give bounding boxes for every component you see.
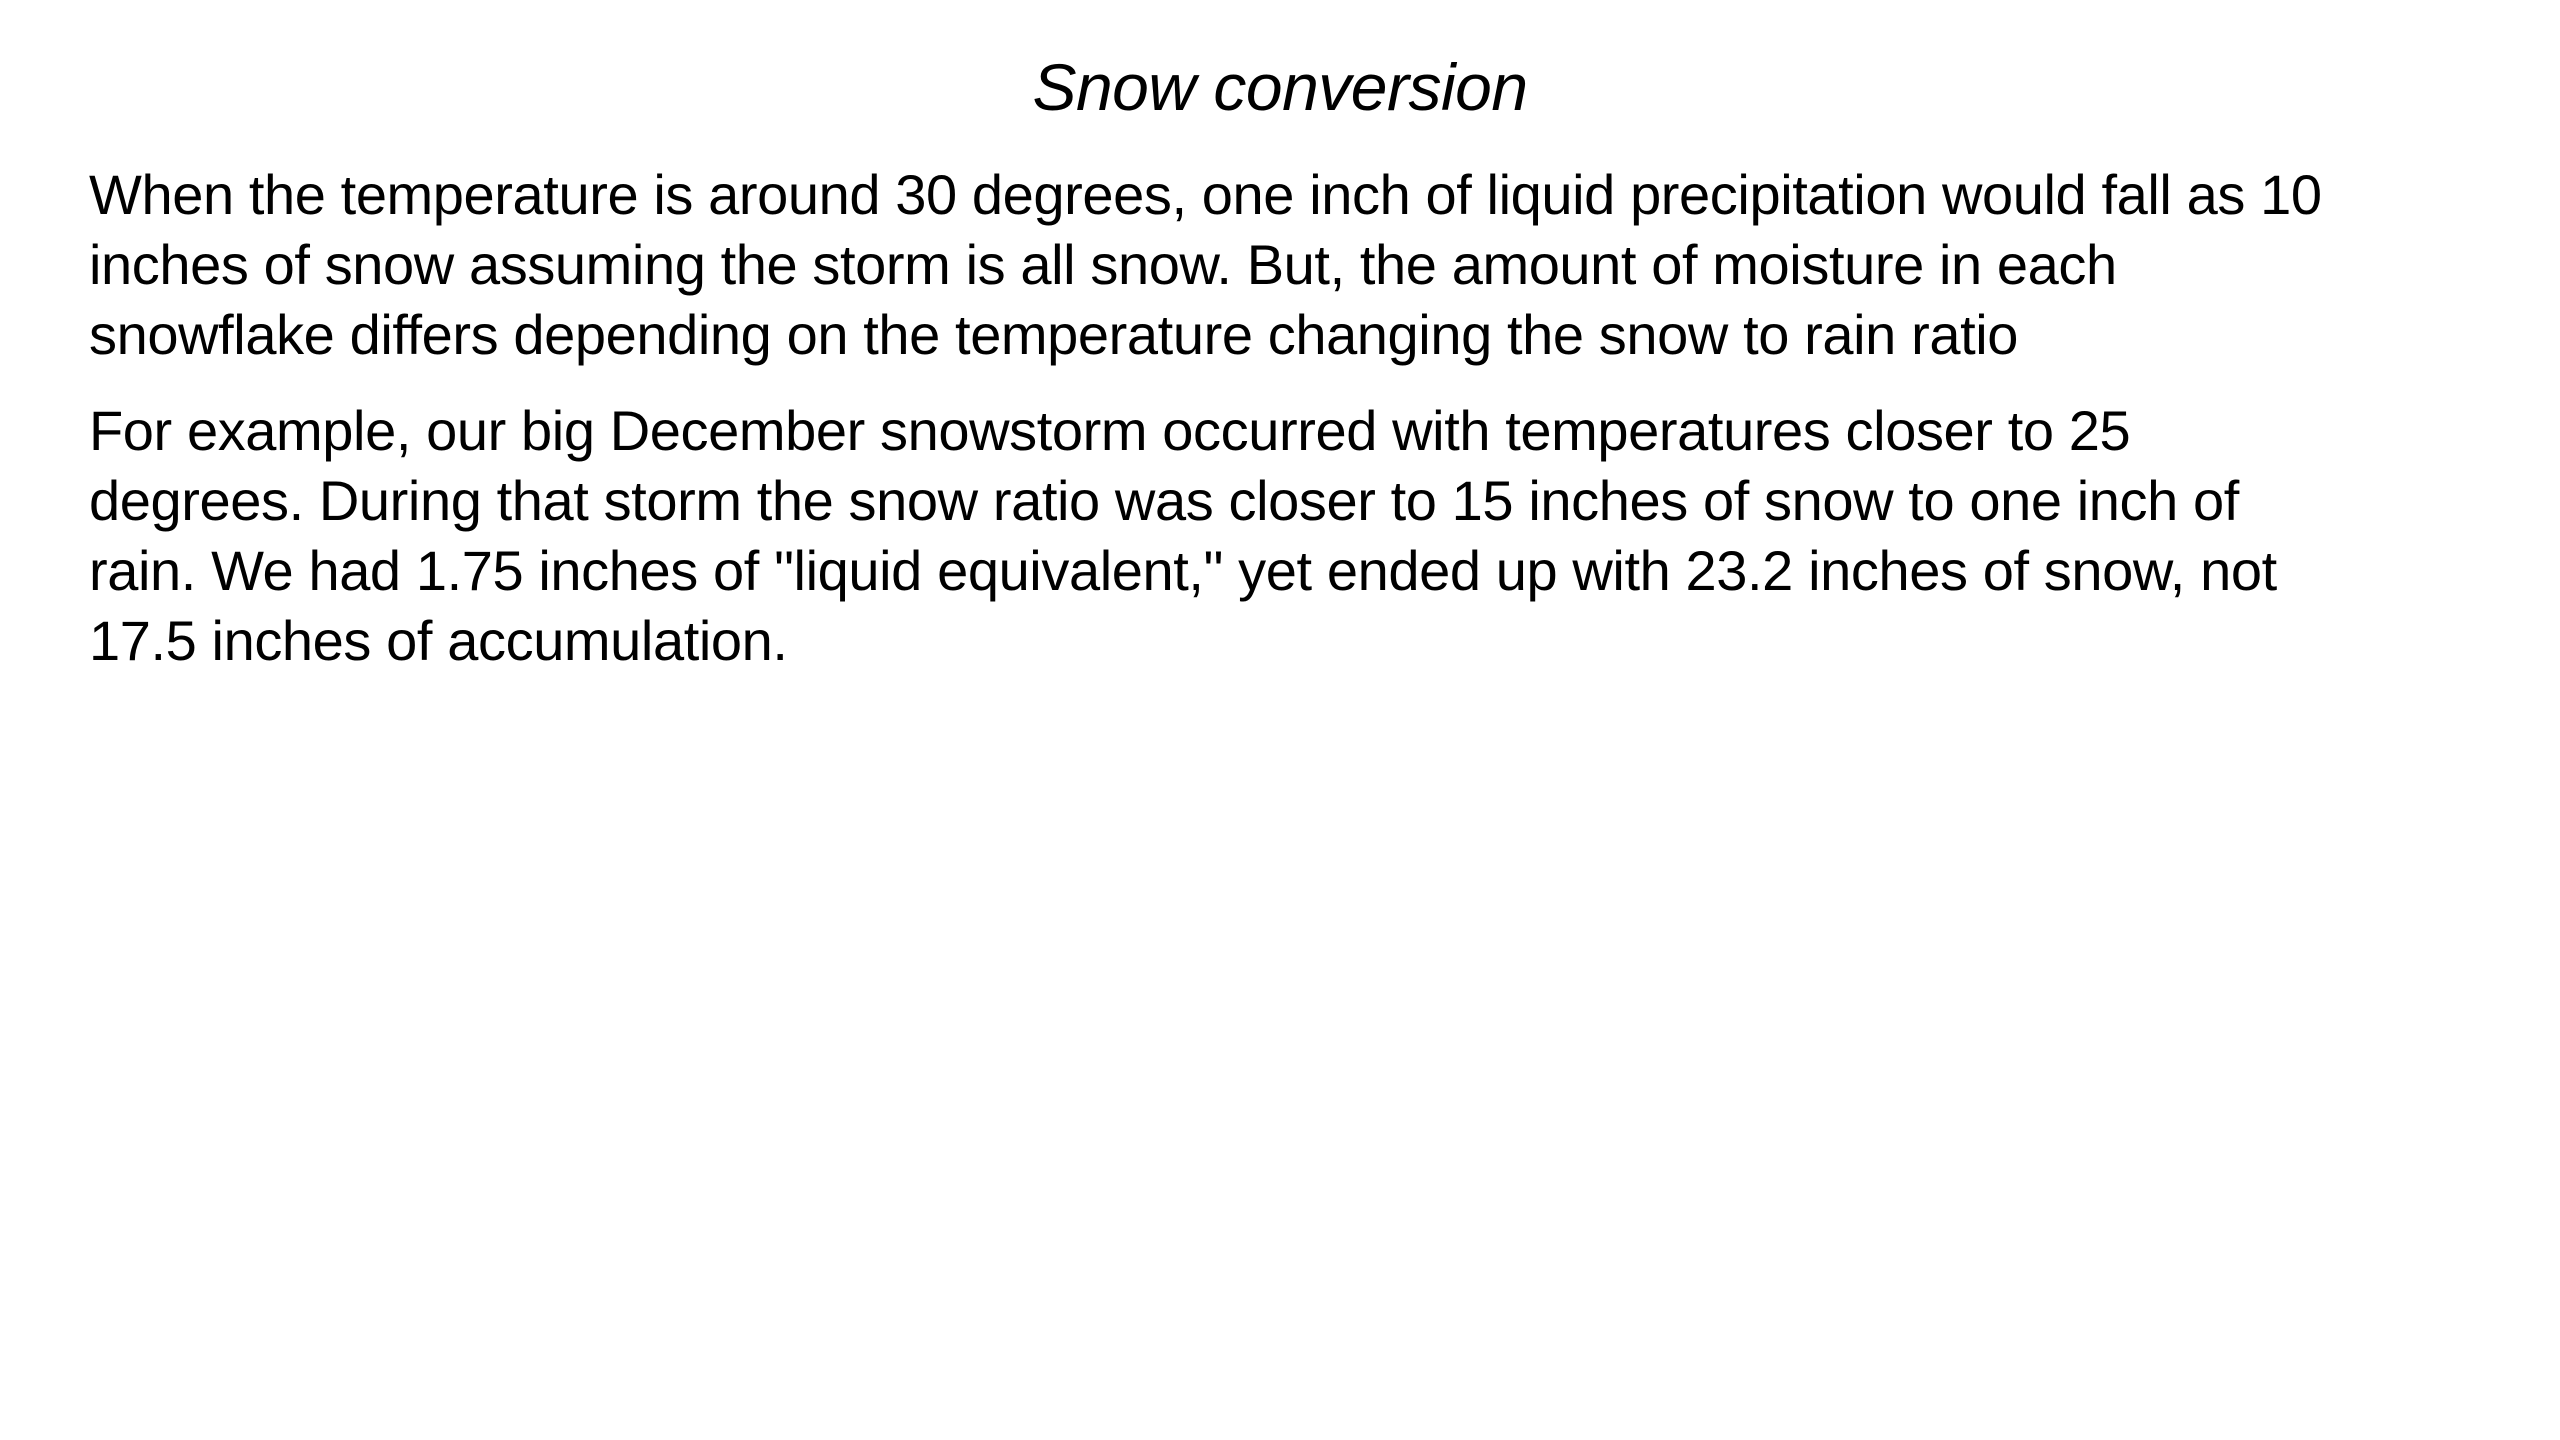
paragraph-december-storm-example: For example, our big December snowstorm occurred with temperatures closer to 25 degrees. During that storm the snow ratio was closer to 15 inches of snow to one inch of rain. We had 1.75 inches of "liquid equivalent," yet ended up with 23.2 inches of snow, not 17.5 inches of accumulation. bbox=[89, 399, 2277, 672]
slide-title: Snow conversion bbox=[1032, 50, 1528, 124]
paragraph-snow-ratio-explanation: When the temperature is around 30 degrees, one inch of liquid precipitation would fall as 10 inches of snow assuming the storm is all snow. But, the amount of moisture in each snowflake differs depending on the temperature changing the snow to rain ratio bbox=[89, 163, 2322, 366]
slide-body bbox=[89, 160, 2329, 676]
